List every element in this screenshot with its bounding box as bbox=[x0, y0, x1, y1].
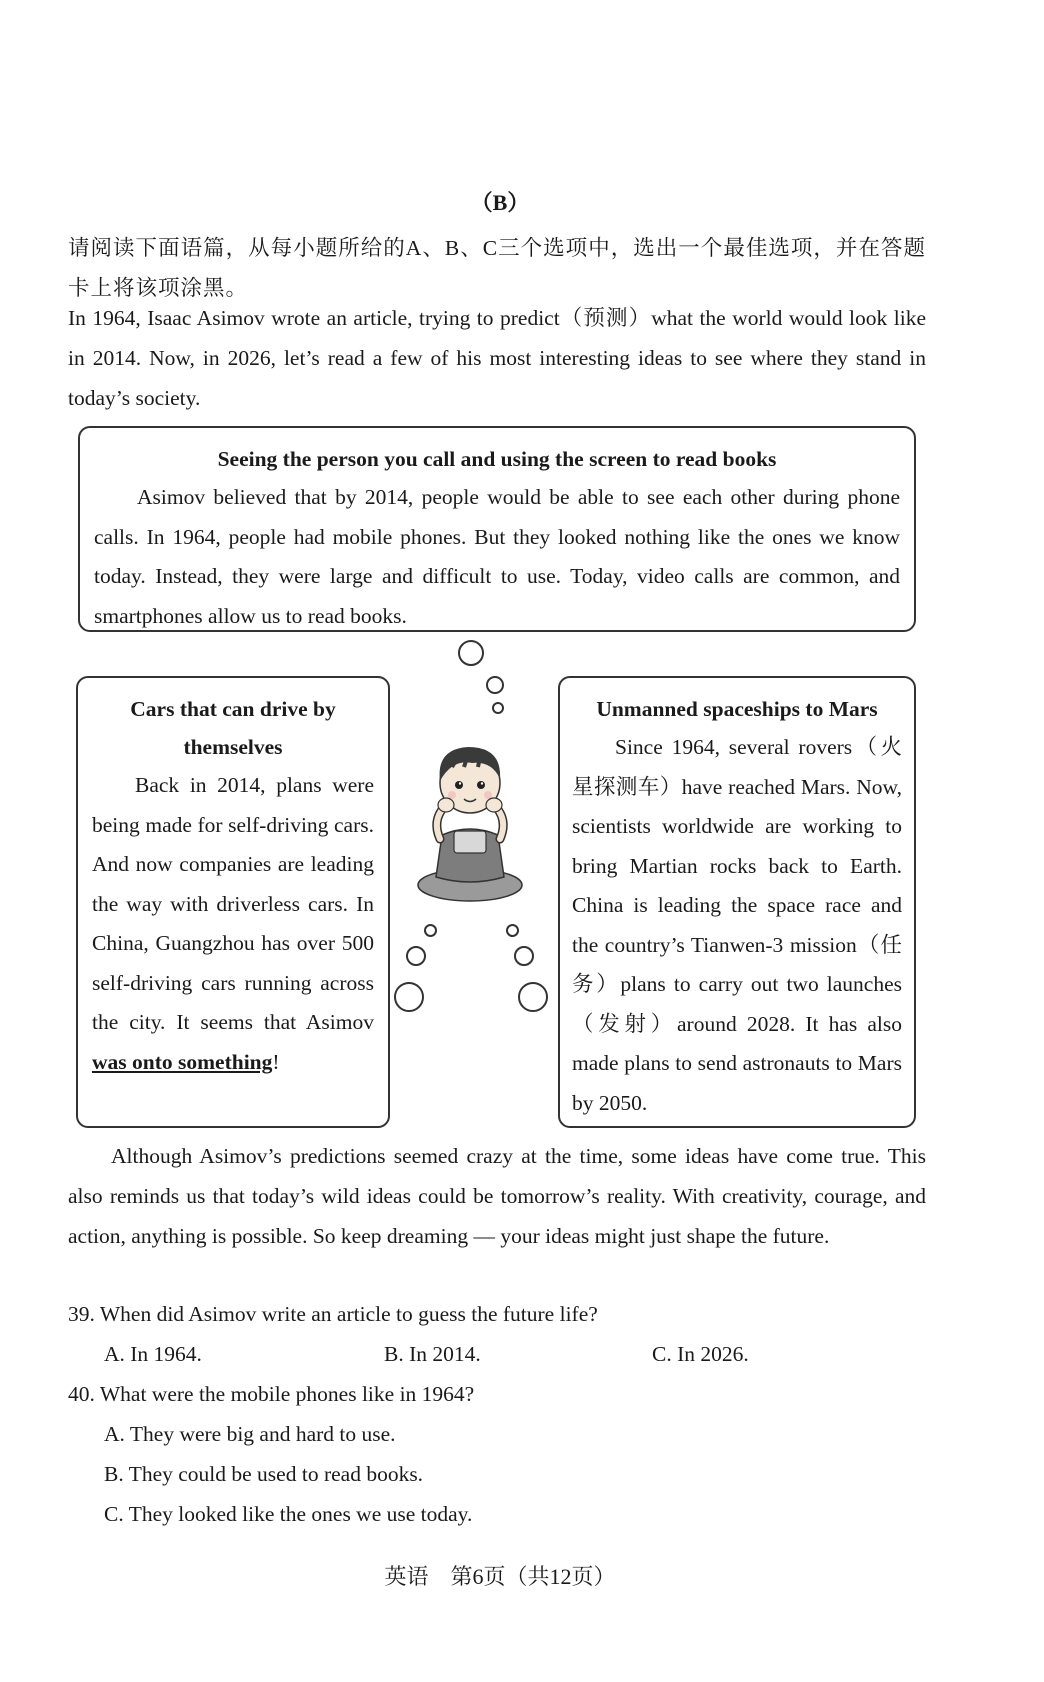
thought-bubble-right-3 bbox=[518, 982, 548, 1012]
question-40-option-b: B. They could be used to read books. bbox=[104, 1462, 424, 1486]
conclusion-text: Although Asimov’s predictions seemed crazy at the time, some ideas have come true. This also reminds us that today’s wild ideas could be tomorrow’s reality. With creativity, courage, and action, anything is possible. So keep dreaming — your ideas might just shape the future. bbox=[68, 1144, 926, 1248]
thought-bubble-left-2 bbox=[406, 946, 426, 966]
cars-box-body: Back in 2014, plans were being made for self-driving cars. And now companies are leading the way with driverless cars. In China, Guangzhou has over 500 self-driving cars running across the city. It seems that Asimov bbox=[92, 773, 374, 1034]
thought-bubble-left-1 bbox=[424, 924, 437, 937]
phone-prediction-box bbox=[78, 426, 916, 632]
cars-box-title: Cars that can drive by themselves bbox=[130, 697, 336, 759]
page-footer: 英语 第6页（共12页） bbox=[384, 1564, 616, 1589]
mars-prediction-box bbox=[558, 676, 916, 1128]
thought-bubble-left-3 bbox=[394, 982, 424, 1012]
question-40-option-a: A. They were big and hard to use. bbox=[104, 1422, 396, 1446]
conclusion-paragraph bbox=[68, 1136, 926, 1256]
cars-prediction-box bbox=[76, 676, 390, 1128]
thought-bubble-right-2 bbox=[514, 946, 534, 966]
phone-box-title: Seeing the person you call and using the screen to read books bbox=[217, 447, 777, 471]
dreaming-boy-illustration bbox=[410, 735, 530, 905]
cars-box-end: ! bbox=[272, 1049, 280, 1074]
intro-paragraph: In 1964, Isaac Asimov wrote an article, trying to predict（预测）what the world would look like in 2014. Now, in 2026, let’s read a few of his most interesting ideas to see where they stand in today’s society. bbox=[68, 306, 926, 410]
question-39-option-c: C. In 2026. bbox=[652, 1342, 749, 1366]
thought-bubble-right-1 bbox=[506, 924, 519, 937]
mars-box-text: Since 1964, several rovers（火星探测车）have reached Mars. Now, scientists worldwide are working to bring Martian rocks back to Earth. China is leading the space race and the country’s Tianwen-3 mission（任务）plans to carry out two launches（发射）around 2028. It has also made plans to send astronauts to Mars by 2050. bbox=[572, 735, 902, 1115]
thought-bubble-medium bbox=[486, 676, 504, 694]
question-40-option-c: C. They looked like the ones we use today. bbox=[104, 1502, 473, 1526]
question-39-option-a: A. In 1964. bbox=[104, 1342, 202, 1366]
question-39-option-b: B. In 2014. bbox=[384, 1342, 481, 1366]
cars-box-text bbox=[92, 766, 374, 1082]
thought-bubble-large bbox=[458, 640, 484, 666]
phone-box-text: Asimov believed that by 2014, people would be able to see each other during phone calls. In 1964, people had mobile phones. But they looked nothing like the ones we know today. Instead, they were large and difficult to use. Today, video calls are common, and smartphones allow us to read books. bbox=[94, 485, 900, 628]
underlined-phrase: was onto something bbox=[92, 1049, 273, 1074]
instructions: 请阅读下面语篇，从每小题所给的A、B、C三个选项中，选出一个最佳选项，并在答题卡上将该项涂黑。 bbox=[68, 236, 926, 300]
section-title: （B） bbox=[470, 190, 530, 215]
mars-box-title: Unmanned spaceships to Mars bbox=[596, 697, 878, 721]
question-39-stem: 39. When did Asimov write an article to guess the future life? bbox=[68, 1302, 598, 1326]
question-40-stem: 40. What were the mobile phones like in 1964? bbox=[68, 1382, 475, 1406]
thought-bubble-small bbox=[492, 702, 504, 714]
